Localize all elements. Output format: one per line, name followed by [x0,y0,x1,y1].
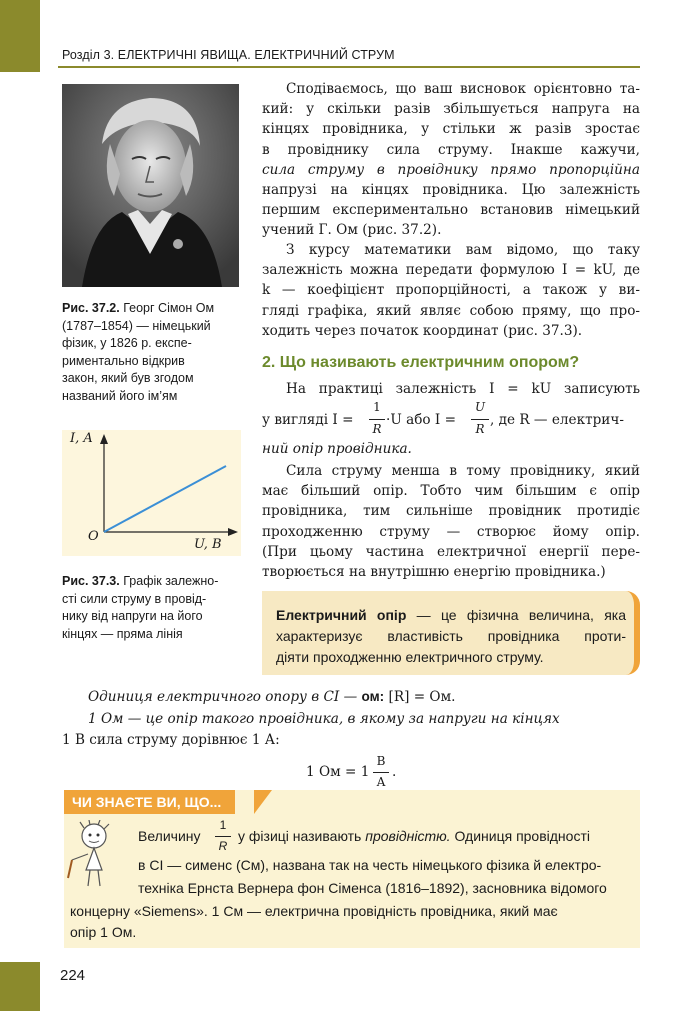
axis-label-y: I, A [70,431,93,446]
did-you-know-line: опір 1 Ом. [70,924,137,940]
unit-formula [306,754,426,794]
fraction-denominator: R [475,422,485,436]
caption-text: нику від напруги на його [62,609,203,623]
text-line: проходженню струму — створює йому опір. [262,523,640,540]
fraction-numerator: U [474,400,486,414]
text-line: ний опір провідника. [262,441,412,457]
fraction-denominator: А [376,775,386,789]
text-line: ходить через початок координат (рис. 37.3). [262,322,583,339]
caption-text: кінцях — пряма лінія [62,626,183,641]
caption-text: сті сили струму в провід- [62,591,207,606]
fraction-denominator: R [218,839,228,853]
definition-line: діяти проходженню електричного струму. [276,649,544,665]
fraction-numerator: В [376,754,386,768]
fraction-denominator: R [372,422,382,436]
text-fragment: Величину [138,828,201,844]
math-paragraph [262,240,640,341]
resistance-paragraph [262,461,640,582]
figure-37-3-caption [62,573,242,643]
label-tab-point [254,790,274,814]
section2-paragraph [262,379,640,399]
text-line: учений Г. Ом (рис. 37.2). [262,222,442,239]
fraction-bar [471,419,489,420]
text-line: кий: у скільки разів збільшується напруга на [262,101,640,118]
text-line: першим експериментально встановив німецький [262,202,640,219]
formula-text: ·U або I = [386,412,456,428]
definition-term: Електричний опір [276,607,407,623]
definition-line: — це фізична величина, яка [406,607,627,623]
formula-line [262,400,640,442]
definition-text [276,605,626,668]
fraction-numerator: 1 [373,400,381,414]
text-fragment: провідністю. [365,828,451,844]
footer-side-block [0,962,40,1011]
did-you-know-line [138,826,201,847]
unit-line [88,689,455,705]
text-line: Сила струму менша в тому провіднику, який [286,463,640,479]
unit-bold: ом: [361,689,385,704]
text-line: Сподіваємось, що ваш висновок орієнтовно та- [286,81,640,97]
did-you-know-line: техніка Ернста Вернера фон Сіменса (1816–1892), засновника відомого [138,880,607,896]
header-side-block [0,0,40,72]
formula-text: у вигляді I = [262,412,354,428]
origin-label: O [88,529,99,544]
formula-text: , де R — електрич- [490,412,624,428]
unit-rest: [R] = Ом. [388,689,456,705]
text-line: творюється на внутрішню енергію провідника.) [262,563,606,580]
chapter-title: Розділ 3. ЕЛЕКТРИЧНІ ЯВИЩА. ЕЛЕКТРИЧНИЙ СТРУМ [62,48,395,62]
page-number: 224 [60,967,86,984]
text-line: З курсу математики вам відомо, що таку [286,242,640,258]
fraction-bar [373,772,389,773]
text-line: залежність можна передати формулою I = kU, де [262,262,640,279]
cartoon-character-icon [66,820,122,890]
portrait-georg-ohm [62,84,239,287]
text-line: гляді графіка, який являє собою пряму, що про- [262,302,640,319]
text-line: На практиці залежність I = kU записують [286,381,640,397]
caption-number: Рис. 37.2. [62,301,120,315]
caption-text: фізик, у 1826 р. експе- [62,336,192,350]
intro-paragraph [262,79,640,241]
text-line: напрузі на кінцях провідника. Цю залежність [262,181,640,198]
definition-line: характеризує властивість провідника проти- [276,628,626,644]
figure-37-2-caption [62,300,242,405]
formula-text: . [392,764,397,780]
text-line: кінцях провідника, у стільки ж разів зростає [262,121,640,138]
fraction-bar [369,419,385,420]
text-line: сила струму в провіднику прямо пропорційна [262,161,640,178]
caption-number: Рис. 37.3. [62,574,120,588]
caption-text: Георг Сімон Ом [123,301,215,315]
caption-text: риментально відкрив [62,353,185,368]
section-heading: 2. Що називають електричним опором? [262,354,580,371]
caption-text: (1787–1854) — німецький [62,318,211,333]
did-you-know-line: в СІ — сименс (См), названа так на честь німецького фізика й електро- [138,857,602,873]
header-rule [58,66,640,68]
caption-text: Графік залежно- [123,574,219,588]
unit-line: 1 Ом — це опір такого провідника, в якому за напруги на кінцях [88,711,560,727]
text-line: в провіднику сила струму. Інакше кажучи, [262,141,640,158]
text-line: має більший опір. Тобто чим більшим є опір [262,483,640,500]
formula-text: 1 Ом = 1 [306,764,370,780]
fraction-numerator: 1 [219,818,227,832]
caption-text: названий його ім’ям [62,388,178,403]
text-fragment: Одиниця провідності [454,828,590,844]
text-fragment: у фізиці називають [238,828,362,844]
text-line: провідника, тим сильніше провідник протидіє [262,503,640,520]
text-line: k — коефіцієнт пропорційності, а також у ви- [262,282,640,299]
did-you-know-label: ЧИ ЗНАЄТЕ ВИ, ЩО... [64,790,235,814]
text-line: (При цьому частина електричної енергії пере- [262,543,640,560]
fraction-bar [215,836,231,837]
did-you-know-line [238,826,590,847]
unit-line: 1 В сила струму дорівнює 1 А: [62,732,280,748]
caption-text: закон, який був згодом [62,371,194,385]
did-you-know-line: концерну «Siemens». 1 См — електрична провідність провідника, який має [70,903,558,919]
unit-italic: Одиниця електричного опору в СІ — [88,689,358,705]
axis-label-x: U, B [194,537,222,552]
